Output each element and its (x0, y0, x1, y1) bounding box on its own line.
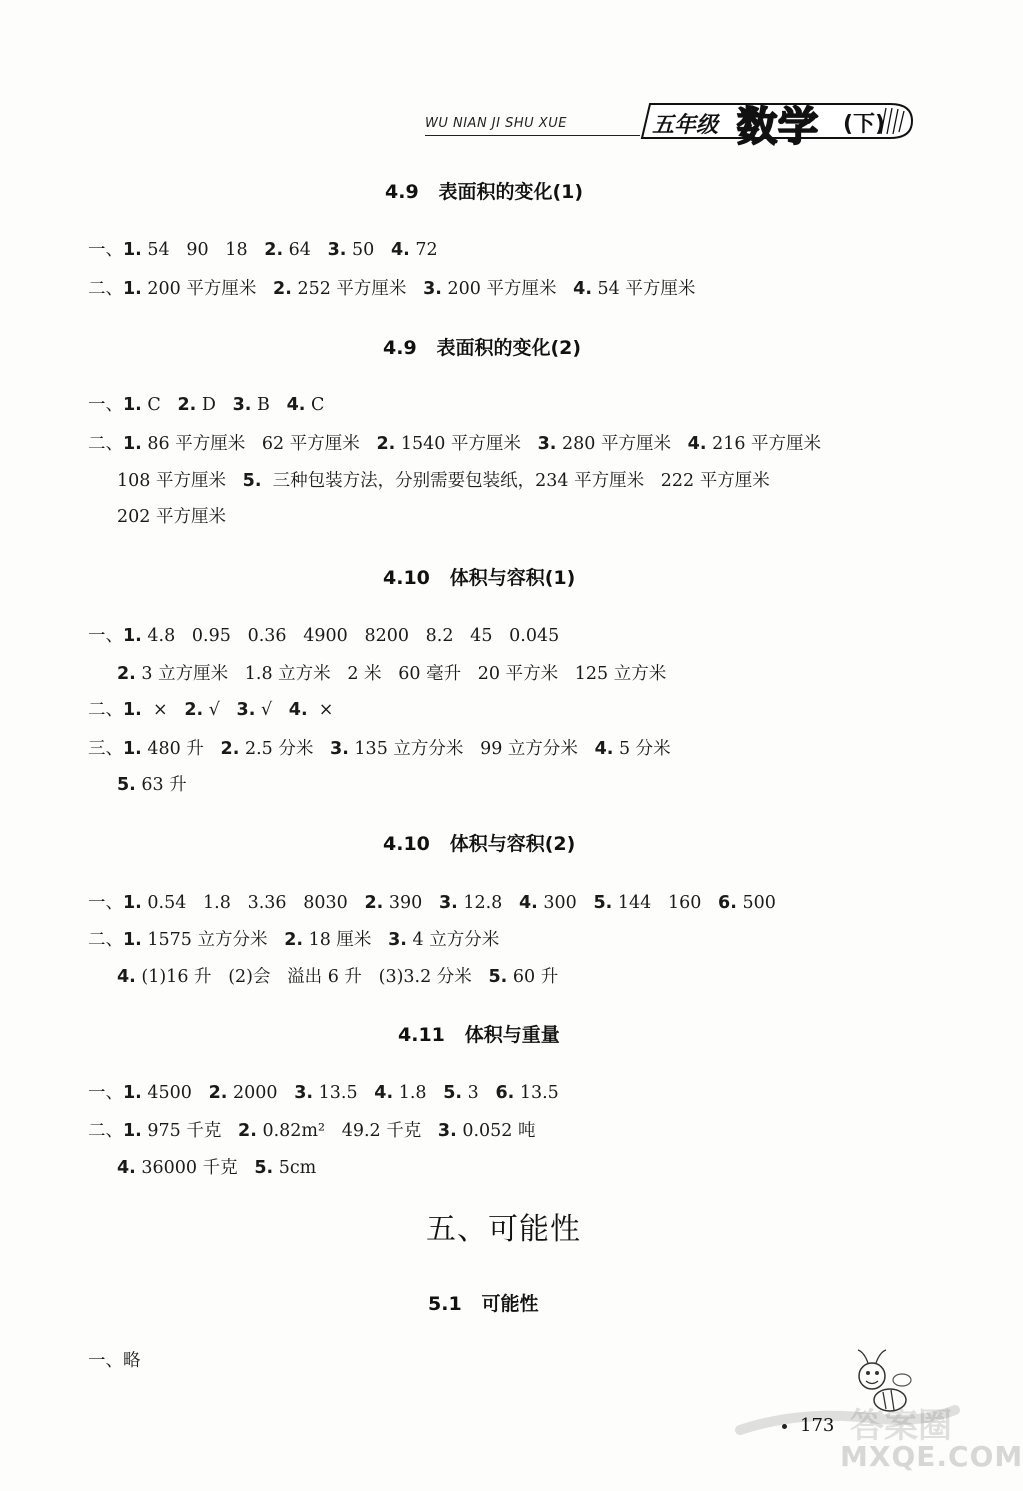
answer-text: 202 平方厘米 (117, 507, 226, 527)
question-number: 2. (208, 1083, 228, 1103)
question-number: 2. (177, 395, 197, 415)
answer-text: C (305, 395, 325, 415)
answer-line (117, 660, 666, 685)
answer-text: 64 (283, 240, 328, 260)
answer-text: 63 升 (135, 775, 187, 795)
header-rule (425, 135, 640, 136)
question-number: 5. (443, 1083, 463, 1103)
header-grade: 五年级 (652, 113, 719, 138)
question-number: 3. (330, 739, 349, 759)
question-number: 3. (437, 1121, 457, 1141)
header-latin-text: WU NIAN JI SHU XUE (425, 116, 567, 131)
question-number: 1. (123, 930, 142, 950)
section-title: 4.11 体积与重量 (398, 1024, 560, 1046)
answer-text: × (141, 700, 185, 720)
watermark-logo: 答案圈 (850, 1406, 952, 1446)
answer-text: 4500 (141, 1083, 209, 1103)
answer-text: 一、 (88, 626, 123, 646)
answer-text: 3 (462, 1083, 496, 1103)
answer-text: 86 平方厘米 62 平方厘米 (141, 434, 377, 454)
question-number: 1. (123, 395, 142, 415)
answer-line (88, 236, 438, 261)
answer-text: 144 160 (612, 893, 719, 913)
answer-text: 280 平方厘米 (556, 434, 688, 454)
question-number: 2. (264, 240, 284, 260)
question-number: 4. (687, 434, 707, 454)
question-number: 1. (123, 1121, 142, 1141)
answer-line (88, 622, 559, 647)
answer-text: 二、 (88, 434, 123, 454)
question-number: 6. (495, 1083, 515, 1103)
answer-text: 1540 平方厘米 (395, 434, 538, 454)
answer-text: 60 升 (507, 967, 559, 987)
answer-text: 135 立方分米 99 立方分米 (348, 739, 595, 759)
header-volume: (下) (843, 112, 886, 137)
answer-text: (1)16 升 (2)会 溢出 6 升 (3)3.2 分米 (135, 967, 489, 987)
answer-text: 三、 (88, 739, 123, 759)
question-number: 3. (423, 279, 442, 299)
answer-text: 12.8 (457, 893, 519, 913)
answer-line (88, 696, 333, 721)
answer-text: 36000 千克 (135, 1158, 255, 1178)
answer-text: 200 平方厘米 (141, 279, 274, 299)
answer-text: 390 (383, 893, 439, 913)
chapter-title: 五、可能性 (426, 1212, 581, 1247)
question-number: 4. (573, 279, 592, 299)
answer-line (117, 963, 558, 988)
answer-text: 二、 (88, 279, 123, 299)
question-number: 4. (286, 395, 306, 415)
answer-text: 18 厘米 (303, 930, 389, 950)
answer-text: 5 分米 (613, 739, 671, 759)
answer-text: 二、 (88, 1121, 123, 1141)
answer-text: 108 平方厘米 (117, 471, 243, 491)
page-number: 173 (800, 1415, 835, 1436)
answer-line (88, 1117, 535, 1142)
answer-text: 500 (736, 893, 776, 913)
question-number: 5. (488, 967, 508, 987)
answer-text: D (196, 395, 233, 415)
question-number: 2. (364, 893, 384, 913)
answer-text: 480 升 (141, 739, 221, 759)
question-number: 4. (594, 739, 614, 759)
question-number: 4. (117, 967, 136, 987)
answer-text: 0.052 吨 (456, 1121, 536, 1141)
answer-line (88, 275, 695, 300)
question-number: 3. (232, 395, 252, 415)
answer-text: 50 (346, 240, 391, 260)
question-number: 1. (123, 739, 142, 759)
answer-text: 一、 (88, 240, 123, 260)
question-number: 1. (123, 893, 142, 913)
question-number: 2. (273, 279, 292, 299)
section-title: 5.1 可能性 (428, 1293, 539, 1315)
answer-text: √ (255, 700, 289, 720)
answer-text: 一、略 (88, 1351, 141, 1371)
question-number: 1. (123, 279, 142, 299)
question-number: 3. (388, 930, 407, 950)
answer-text: C (141, 395, 178, 415)
question-number: 5. (117, 775, 136, 795)
answer-line (88, 926, 499, 951)
question-number: 3. (236, 700, 256, 720)
section-title: 4.10 体积与容积(2) (383, 833, 576, 855)
answer-line (88, 889, 776, 914)
answer-text: 72 (409, 240, 438, 260)
header-subject: 数学 (737, 104, 819, 150)
answer-text: 一、 (88, 395, 123, 415)
answer-text: B (251, 395, 287, 415)
answer-text: 1575 立方分米 (141, 930, 285, 950)
answer-text: 4 立方分米 (406, 930, 500, 950)
answer-line (117, 503, 226, 528)
question-number: 2. (376, 434, 396, 454)
question-number: 6. (718, 893, 737, 913)
answer-text: 三种包装方法，分别需要包装纸，234 平方厘米 222 平方厘米 (261, 471, 770, 491)
question-number: 5. (254, 1158, 274, 1178)
answer-text: 一、 (88, 1083, 123, 1103)
answer-text: 252 平方厘米 (291, 279, 424, 299)
question-number: 1. (123, 240, 142, 260)
question-number: 2. (184, 700, 204, 720)
answer-text: 13.5 (514, 1083, 559, 1103)
section-title: 4.9 表面积的变化(2) (383, 337, 582, 359)
question-number: 4. (390, 240, 410, 260)
answer-text: 2.5 分米 (239, 739, 331, 759)
answer-text: 216 平方厘米 (706, 434, 822, 454)
question-number: 2. (284, 930, 304, 950)
question-number: 2. (220, 739, 240, 759)
answer-text: 200 平方厘米 (441, 279, 574, 299)
question-number: 3. (294, 1083, 314, 1103)
page-dot (782, 1424, 787, 1429)
answer-line (117, 1154, 316, 1179)
answer-text: 一、 (88, 893, 123, 913)
question-number: 4. (518, 893, 538, 913)
answer-text: 1.8 (393, 1083, 444, 1103)
answer-text: 54 90 18 (141, 240, 265, 260)
answer-line (117, 467, 770, 492)
answer-line (88, 391, 324, 416)
answer-text: 54 平方厘米 (591, 279, 696, 299)
answer-line (117, 771, 187, 796)
answer-text: 4.8 0.95 0.36 4900 8200 8.2 45 0.045 (141, 626, 560, 646)
question-number: 1. (123, 434, 142, 454)
question-number: 1. (123, 626, 142, 646)
question-number: 3. (438, 893, 458, 913)
answer-line (88, 735, 671, 760)
answer-line (88, 430, 821, 455)
question-number: 1. (123, 1083, 142, 1103)
answer-text: 5cm (273, 1158, 317, 1178)
question-number: 4. (374, 1083, 394, 1103)
answer-text: × (307, 700, 334, 720)
question-number: 5. (242, 471, 262, 491)
question-number: 2. (117, 664, 136, 684)
question-number: 2. (238, 1121, 257, 1141)
section-title: 4.9 表面积的变化(1) (385, 181, 584, 203)
answer-text: 0.82m² 49.2 千克 (256, 1121, 438, 1141)
section-title: 4.10 体积与容积(1) (383, 567, 576, 589)
answer-text: 2000 (227, 1083, 295, 1103)
question-number: 5. (593, 893, 613, 913)
answer-text: 300 (537, 893, 594, 913)
question-number: 3. (537, 434, 557, 454)
answer-text: 13.5 (313, 1083, 375, 1103)
answer-text: 3 立方厘米 1.8 立方米 2 米 60 毫升 20 平方米 125 立方米 (135, 664, 667, 684)
answer-line (88, 1347, 141, 1372)
answer-text: √ (203, 700, 237, 720)
watermark-site: MXQE.COM (840, 1440, 1023, 1473)
question-number: 4. (288, 700, 308, 720)
question-number: 4. (117, 1158, 136, 1178)
question-number: 1. (123, 700, 142, 720)
answer-text: 二、 (88, 700, 123, 720)
answer-text: 0.54 1.8 3.36 8030 (141, 893, 365, 913)
question-number: 3. (327, 240, 347, 260)
answer-text: 二、 (88, 930, 123, 950)
answer-line (88, 1079, 559, 1104)
answer-text: 975 千克 (141, 1121, 239, 1141)
